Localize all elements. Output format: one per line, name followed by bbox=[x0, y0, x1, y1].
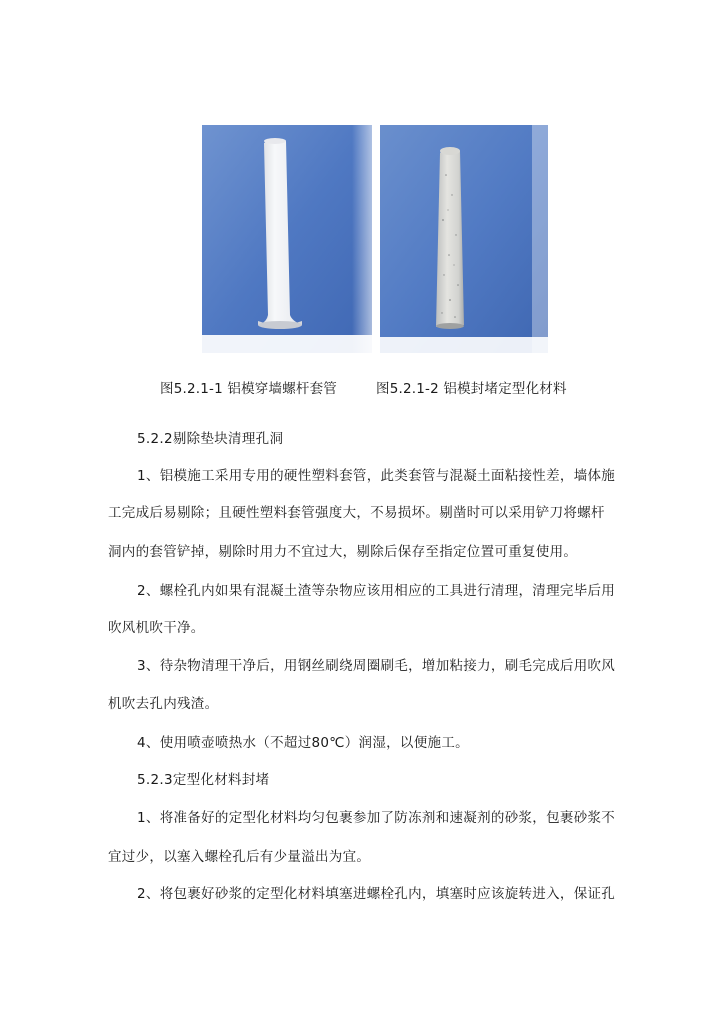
paragraph-line: 4、使用喷壶喷热水（不超过80℃）润湿，以便施工。 bbox=[137, 735, 469, 751]
section-heading: 5.2.3定型化材料封堵 bbox=[137, 772, 270, 788]
sleeve-photo bbox=[202, 125, 372, 353]
paragraph-line: 机吹去孔内残渣。 bbox=[108, 696, 219, 712]
paragraph-line: 宜过少，以塞入螺栓孔后有少量溢出为宜。 bbox=[108, 849, 371, 865]
section-heading: 5.2.2剔除垫块清理孔洞 bbox=[137, 431, 284, 447]
plug-material-photo bbox=[380, 125, 548, 353]
paragraph-line: 吹风机吹干净。 bbox=[108, 620, 205, 636]
figure-caption-plug: 图5.2.1-2 铝模封堵定型化材料 bbox=[376, 381, 567, 397]
figure-caption-sleeve: 图5.2.1-1 铝模穿墙螺杆套管 bbox=[160, 381, 338, 397]
paragraph-line: 1、将准备好的定型化材料均匀包裹参加了防冻剂和速凝剂的砂浆，包裹砂浆不 bbox=[137, 810, 616, 826]
paragraph-line: 1、铝模施工采用专用的硬性塑料套管，此类套管与混凝土面粘接性差，墙体施 bbox=[137, 468, 616, 484]
paragraph-line: 2、将包裹好砂浆的定型化材料填塞进螺栓孔内，填塞时应该旋转进入，保证孔 bbox=[137, 886, 616, 902]
paragraph-line: 洞内的套管铲掉，剔除时用力不宜过大，剔除后保存至指定位置可重复使用。 bbox=[108, 544, 578, 560]
paragraph-line: 3、待杂物清理干净后，用钢丝刷绕周圈刷毛，增加粘接力，刷毛完成后用吹风 bbox=[137, 658, 616, 674]
paragraph-line: 2、螺栓孔内如果有混凝土渣等杂物应该用相应的工具进行清理，清理完毕后用 bbox=[137, 583, 616, 599]
paragraph-line: 工完成后易剔除；且硬性塑料套管强度大，不易损坏。剔凿时可以采用铲刀将螺杆 bbox=[108, 505, 605, 521]
